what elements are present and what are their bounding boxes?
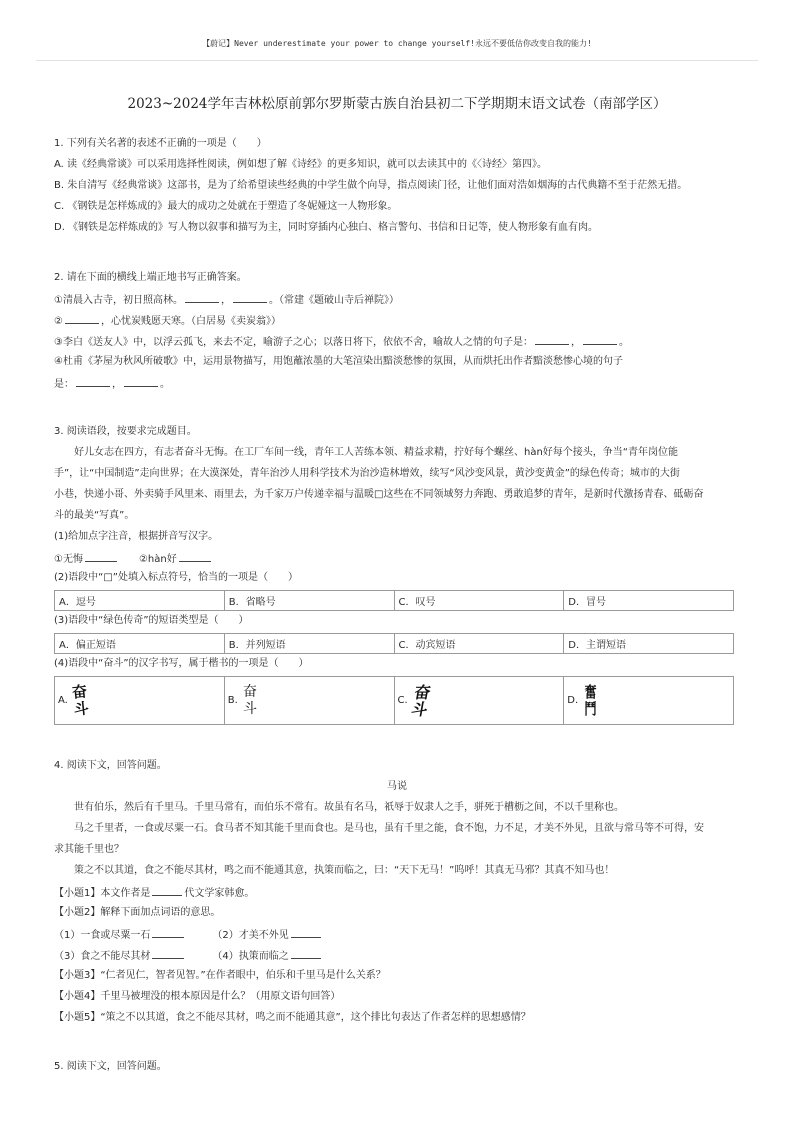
q2-line-3-sep: ， <box>570 337 581 348</box>
q3-sub2-stem: (2)语段中“□”处填入标点符号，恰当的一项是（ ） <box>54 572 298 583</box>
q4-word-2: （2）才美不外见 <box>212 930 289 941</box>
q2-stem: 2. 请在下面的横线上端正地书写正确答案。 <box>54 272 247 283</box>
option-letter: C. <box>397 695 408 706</box>
q5-stem: 5. 阅读下文，回答问题。 <box>54 1061 167 1072</box>
q3-sub2-options <box>54 590 734 611</box>
q2-line-2 <box>54 313 281 329</box>
header-divider <box>36 60 758 61</box>
calligraphy-image <box>71 683 89 718</box>
q4-sub2-row2 <box>54 948 323 964</box>
calligraphy-char: 斗 <box>72 698 90 719</box>
calligraphy-char: 奋 <box>242 683 257 700</box>
calligraphy-char: 鬥 <box>584 699 597 718</box>
q3-sub3-options <box>54 633 734 654</box>
q2-line-1-sep: ， <box>220 295 231 306</box>
q3-passage-line: 手”，让“中国制造”走向世界；在大漠深处，青年治沙人用科学技术为治沙造林增效，续写“风沙变风景，黄沙变黄金”的绿色传奇；城市的大街 <box>54 468 680 479</box>
calligraphy-char: 奮 <box>584 682 597 701</box>
q1-stem: 1. 下列有关名著的表述不正确的一项是（ ） <box>54 138 267 149</box>
option-a[interactable]: A．偏正短语 <box>55 634 225 654</box>
answer-blank[interactable] <box>233 292 267 303</box>
answer-blank[interactable] <box>76 376 110 387</box>
q4-sub1 <box>54 885 254 901</box>
q2-line-5-text: 是： <box>54 379 74 390</box>
q3-sub4-stem: (4)语段中“奋斗”的汉字书写，属于楷书的一项是（ ） <box>54 658 309 669</box>
q3-sub3-stem: (3)语段中“绿色传奇”的短语类型是（ ） <box>54 615 249 626</box>
q2-line-5-sep: ， <box>112 379 122 390</box>
answer-blank[interactable] <box>535 334 569 345</box>
q1-option-b: B. 朱自清写《经典常谈》这部书，是为了给希望读些经典的中学生做个向导，指点阅读门径，让他们面对浩如烟海的古代典籍不至于茫然无措。 <box>54 180 688 191</box>
option-c[interactable]: C．动宾短语 <box>394 634 564 654</box>
q2-line-5-end: 。 <box>160 379 170 390</box>
option-d[interactable] <box>564 677 734 725</box>
q2-line-1 <box>54 292 399 308</box>
q4-sub1-text: 【小题1】本文作者是 <box>54 888 151 899</box>
q2-line-3-end: 。 <box>618 337 629 348</box>
answer-blank[interactable] <box>291 927 321 938</box>
q3-passage-line: 小巷，快递小哥、外卖骑手风里来、雨里去，为千家万户传递幸福与温暖□这些在不同领域努力奔跑、勇敢追梦的青年，是新时代激扬青春、砥砺奋 <box>54 489 704 500</box>
calligraphy-image <box>410 684 432 718</box>
calligraphy-char: 奋 <box>71 681 89 702</box>
answer-blank[interactable] <box>152 948 184 959</box>
q3-sub4-options <box>54 676 734 725</box>
option-letter: B. <box>227 695 238 706</box>
answer-blank[interactable] <box>185 292 219 303</box>
q2-line-2-num: ② <box>54 316 63 327</box>
option-b[interactable]: B．并列短语 <box>224 634 394 654</box>
q4-passage-title: 马说 <box>387 781 407 792</box>
option-d[interactable]: D．主谓短语 <box>564 634 734 654</box>
q4-passage-p1: 世有伯乐，然后有千里马。千里马常有，而伯乐不常有。故虽有名马，祇辱于奴隶人之手，骈死于槽枥之间，不以千里称也。 <box>74 802 624 813</box>
answer-blank[interactable] <box>124 376 158 387</box>
q2-line-1-text: ①清晨入古寺，初日照高林。 <box>54 295 183 306</box>
q4-word-4: （4）执策而临之 <box>212 951 289 962</box>
option-b[interactable]: B．省略号 <box>224 591 394 611</box>
answer-blank[interactable] <box>152 927 184 938</box>
option-a[interactable]: A．逗号 <box>55 591 225 611</box>
q1-option-d: D. 《钢铁是怎样炼成的》写人物以叙事和描写为主，同时穿插内心独白、格言警句、书信和日记等，使人物形象有血有肉。 <box>54 222 599 233</box>
q4-passage-p2-cont: 求其能千里也？ <box>54 844 124 855</box>
option-c[interactable] <box>394 677 564 725</box>
q2-line-5 <box>54 376 170 392</box>
q4-sub2-row1 <box>54 927 323 943</box>
q4-passage-p2: 马之千里者，一食或尽粟一石。食马者不知其能千里而食也。是马也，虽有千里之能，食不饱，力不足，才美不外见，且欲与常马等不可得，安 <box>74 823 704 834</box>
q3-passage-line: 斗的最美“写真”。 <box>54 510 135 521</box>
q2-line-1-source: 。（常建《题破山寺后禅院》） <box>268 295 399 306</box>
q3-sub1-item-1: ①无悔 <box>54 554 83 565</box>
answer-blank[interactable] <box>179 551 211 562</box>
q4-sub2: 【小题2】解释下面加点词语的意思。 <box>54 907 221 918</box>
q4-sub5: 【小题5】“策之不以其道，食之不能尽其材，鸣之而不能通其意”，这个排比句表达了作者怎样的思想感情？ <box>54 1012 531 1023</box>
answer-blank[interactable] <box>65 313 99 324</box>
q2-line-3-text: ③李白《送友人》中，以浮云孤飞，来去不定，喻游子之心；以落日将下，依依不舍，喻故人之情的句子是： <box>54 337 533 348</box>
answer-blank[interactable] <box>583 334 617 345</box>
q3-sub1-stem: (1)给加点字注音，根据拼音写汉字。 <box>54 531 219 542</box>
page-title: 2023~2024学年吉林松原前郭尔罗斯蒙古族自治县初二下学期期末语文试卷（南部学区） <box>127 96 667 112</box>
q2-line-4: ④杜甫《茅屋为秋风所破歌》中，运用景物描写，用饱蘸浓墨的大笔渲染出黯淡愁惨的氛围，从而烘托出作者黯淡愁惨心境的句子 <box>54 356 623 367</box>
calligraphy-char: 斗 <box>242 700 257 717</box>
q4-sub3: 【小题3】“仁者见仁，智者见智。”在作者眼中，伯乐和千里马是什么关系？ <box>54 970 386 981</box>
q3-sub1-items <box>54 551 213 567</box>
header-slogan: 【蔚记】Never underestimate your power to change yourself!永远不要低估你改变自我的能力! <box>202 39 592 48</box>
calligraphy-char: 奋 <box>412 682 433 702</box>
calligraphy-image <box>243 684 257 718</box>
q3-sub1-item-2: ②hàn好 <box>138 554 177 565</box>
q4-word-1: （1）一食或尽粟一石 <box>54 930 151 941</box>
option-c[interactable]: C．叹号 <box>394 591 564 611</box>
option-letter: D. <box>567 695 579 706</box>
q4-word-3: （3）食之不能尽其材 <box>54 951 151 962</box>
answer-blank[interactable] <box>152 885 182 896</box>
answer-blank[interactable] <box>85 551 117 562</box>
q2-line-2-text: ，心忧炭贱愿天寒。（白居易《卖炭翁》） <box>100 316 281 327</box>
q1-option-c: C. 《钢铁是怎样炼成的》最大的成功之处就在于塑造了冬妮娅这一人物形象。 <box>54 201 398 212</box>
calligraphy-image <box>585 684 597 718</box>
option-b[interactable] <box>224 677 394 725</box>
option-a[interactable] <box>55 677 225 725</box>
q2-line-3 <box>54 334 629 350</box>
q3-stem: 3. 阅读语段，按要求完成题目。 <box>54 426 197 437</box>
q1-option-a: A. 读《经典常谈》可以采用选择性阅读，例如想了解《诗经》的更多知识，就可以去读其中的《〈诗经〉第四》。 <box>54 159 548 170</box>
option-d[interactable]: D．冒号 <box>564 591 734 611</box>
calligraphy-char: 斗 <box>409 699 430 719</box>
q3-passage-line: 好儿女志在四方，有志者奋斗无悔。在工厂车间一线，青年工人苦练本领、精益求精，拧好每个螺丝、hàn好每个接头，争当“青年岗位能 <box>74 447 678 458</box>
q4-sub4: 【小题4】千里马被埋没的根本原因是什么？（用原文语句回答） <box>54 991 341 1002</box>
q4-stem: 4. 阅读下文，回答问题。 <box>54 760 167 771</box>
q4-sub1-text-end: 代文学家韩愈。 <box>184 888 255 899</box>
q4-passage-p3: 策之不以其道，食之不能尽其材，鸣之而不能通其意，执策而临之，曰：“天下无马！”呜呼！其真无马邪？其真不知马也！ <box>74 865 615 876</box>
option-letter: A. <box>58 695 68 706</box>
answer-blank[interactable] <box>291 948 321 959</box>
